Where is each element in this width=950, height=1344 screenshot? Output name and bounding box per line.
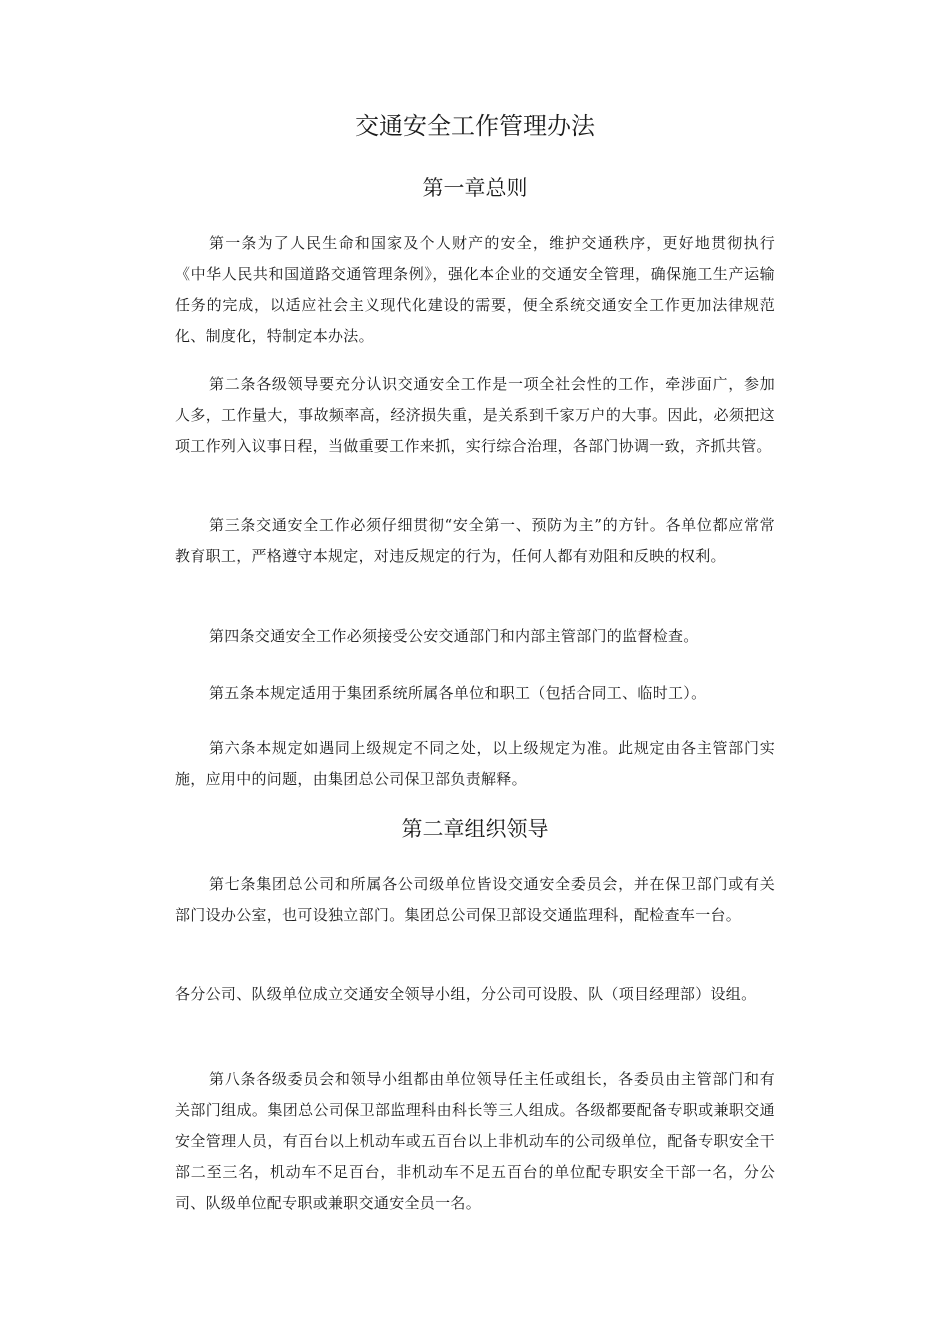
article-1: 第一条为了人民生命和国家及个人财产的安全，维护交通秩序，更好地贯彻执行《中华人民共和国道路交通管理条例》，强化本企业的交通安全管理，确保施工生产运输任务的完成，以适应社会主义现代化建设的需要，便全系统交通安全工作更加法律规范化、制度化，特制定本办法。: [175, 234, 775, 345]
article-7: 第七条集团总公司和所属各公司级单位皆设交通安全委员会，并在保卫部门或有关部门设办公室，也可设独立部门。集团总公司保卫部设交通监理科，配检查车一台。: [175, 875, 775, 924]
document-page: [175, 0, 775, 1344]
article-3: 第三条交通安全工作必须仔细贯彻“安全第一、预防为主”的方针。各单位都应常常教育职工，严格遵守本规定，对违反规定的行为，任何人都有劝阻和反映的权利。: [175, 516, 775, 565]
article-5: 第五条本规定适用于集团系统所属各单位和职工（包括合同工、临时工）。: [209, 684, 707, 702]
chapter-heading-2: 第二章组织领导: [401, 817, 549, 841]
article-8: 第八条各级委员会和领导小组都由单位领导任主任或组长，各委员由主管部门和有关部门组成。集团总公司保卫部监理科由科长等三人组成。各级都要配备专职或兼职交通安全管理人员，有百台以上机动车或五百台以上非机动车的公司级单位，配备专职安全干部二至三名，机动车不足百台，非机动车不足五百台的单位配专职安全干部一名，分公司、队级单位配专职或兼职交通安全员一名。: [175, 1070, 775, 1212]
article-2: 第二条各级领导要充分认识交通安全工作是一项全社会性的工作，牵涉面广，参加人多，工作量大，事故频率高，经济损失重，是关系到千家万户的大事。因此，必须把这项工作列入议事日程，当做重要工作来抓，实行综合治理，各部门协调一致，齐抓共管。: [175, 375, 775, 455]
article-6: 第六条本规定如遇同上级规定不同之处，以上级规定为准。此规定由各主管部门实施，应用中的问题，由集团总公司保卫部负责解释。: [175, 739, 775, 788]
chapter-heading-1: 第一章总则: [422, 176, 528, 200]
article-4: 第四条交通安全工作必须接受公安交通部门和内部主管部门的监督检查。: [209, 627, 699, 645]
article-7-continuation: 各分公司、队级单位成立交通安全领导小组，分公司可设股、队（项目经理部）设组。: [175, 985, 757, 1003]
document-title: 交通安全工作管理办法: [355, 112, 595, 140]
